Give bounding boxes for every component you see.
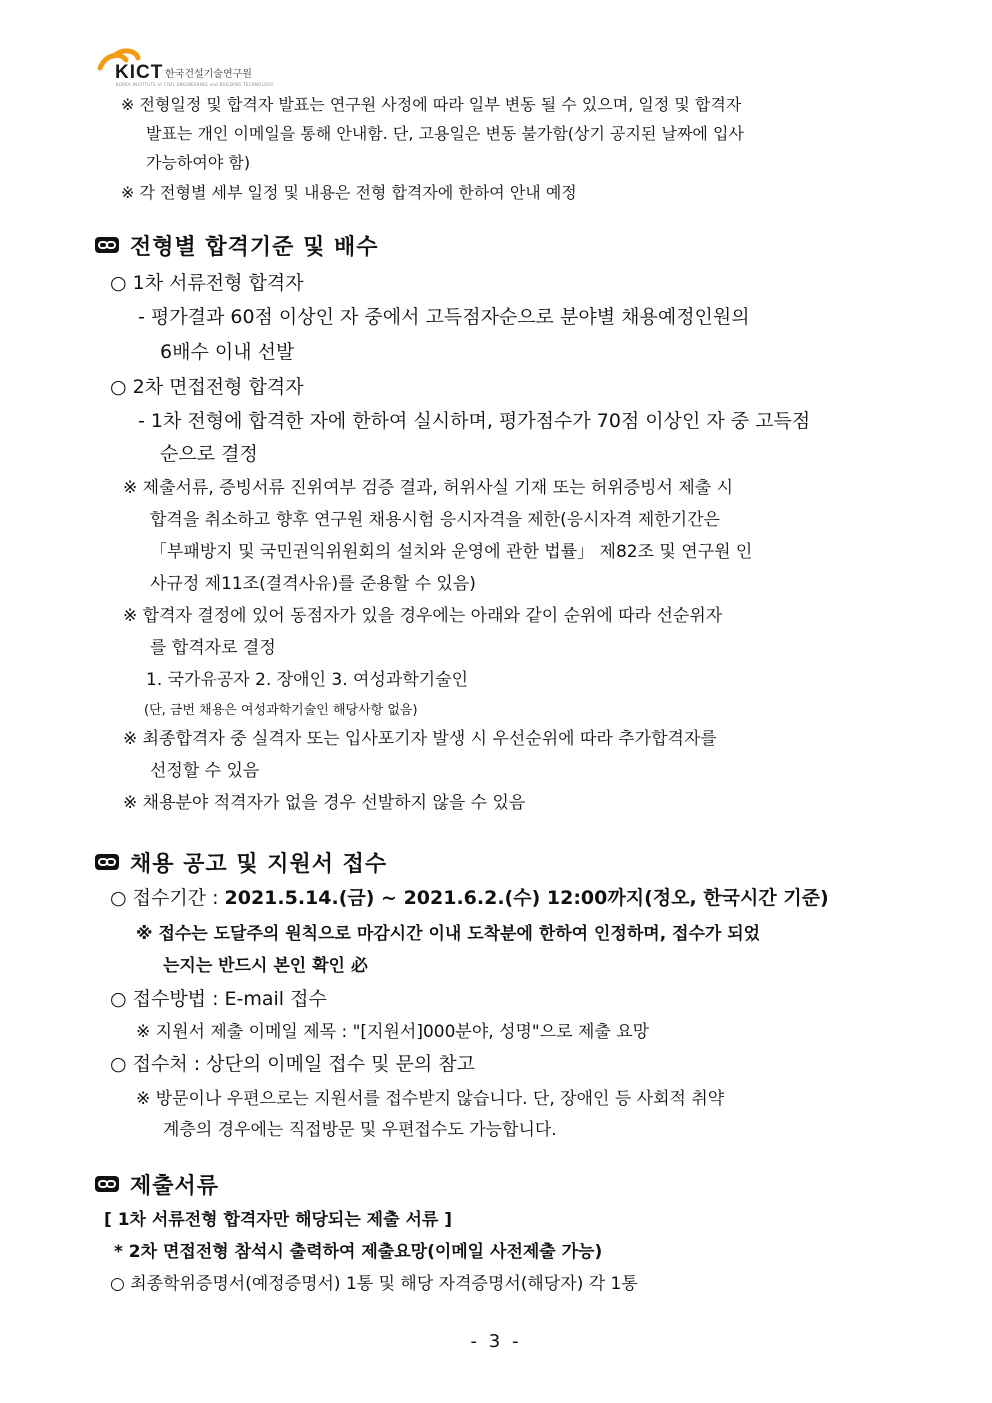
list-item: ○ 1차 서류전형 합격자 [110,272,304,294]
list-item: ○ 접수처 : 상단의 이메일 접수 및 문의 참고 [110,1053,475,1075]
note-line: ※ 제출서류, 증빙서류 진위여부 검증 결과, 허위사실 기재 또는 허위증빙서 제출 시 [123,478,733,498]
note-line: 발표는 개인 이메일을 통해 안내함. 단, 고용일은 변동 불가함(상기 공지된 날짜에 입사 [146,124,744,143]
period-line [110,883,829,910]
list-item: ○ 접수방법 : E-mail 접수 [110,988,327,1010]
note-line: 계층의 경우에는 직접방문 및 우편접수도 가능합니다. [163,1120,557,1140]
list-item-detail: 순으로 결정 [160,443,258,465]
org-name-en: KOREA INSTITUTE of CIVIL ENGINEERING and BUILDING TECHNOLOGY [116,82,274,87]
section-title: 전형별 합격기준 및 배수 [130,235,379,260]
link-icon [94,853,120,871]
list-item-detail: - 평가결과 60점 이상인 자 중에서 고득점자순으로 분야별 채용예정인원의 [138,306,750,328]
period-note: 는지는 반드시 본인 확인 必 [163,956,368,976]
org-name: 한국건설기술연구원 [165,69,252,80]
note-line: ※ 채용분야 적격자가 없을 경우 선발하지 않을 수 있음 [123,793,526,813]
list-item-detail: 6배수 이내 선발 [160,341,295,363]
section-title: 제출서류 [130,1174,220,1199]
note-line: 사규정 제11조(결격사유)를 준용할 수 있음) [150,574,476,594]
note-line: ※ 각 전형별 세부 일정 및 내용은 전형 합격자에 한하여 안내 예정 [121,183,577,202]
note-line: ※ 합격자 결정에 있어 동점자가 있을 경우에는 아래와 같이 순위에 따라 선순위자 [123,606,723,626]
priority-note: (단, 금번 채용은 여성과학기술인 해당사항 없음) [144,703,418,718]
priority-list: 1. 국가유공자 2. 장애인 3. 여성과학기술인 [146,670,469,690]
period-value: 2021.5.14.(금) ~ 2021.6.2.(수) 12:00까지(정오, 한국시간 기준) [224,887,829,909]
star-note: * 2차 면접전형 참석시 출력하여 제출요망(이메일 사전제출 가능) [114,1242,603,1262]
note-line: 「부패방지 및 국민권익위원회의 설치와 운영에 관한 법률」 제82조 및 연구원 인 [150,542,753,562]
note-line: 가능하여야 함) [146,153,251,172]
list-item: ○ 최종학위증명서(예정증명서) 1통 및 해당 자격증명서(해당자) 각 1통 [110,1274,638,1294]
page-number: - 3 - [470,1331,522,1352]
note-line: 를 합격자로 결정 [150,638,276,658]
note-line: ※ 전형일정 및 합격자 발표는 연구원 사정에 따라 일부 변동 될 수 있으며, 일정 및 합격자 [121,95,742,114]
period-note: ※ 접수는 도달주의 원칙으로 마감시간 이내 도착분에 한하여 인정하며, 접수가 되었 [136,924,761,944]
list-item: ○ 2차 면접전형 합격자 [110,376,304,398]
logo-text: KICT [115,62,164,83]
bracket-heading: [ 1차 서류전형 합격자만 해당되는 제출 서류 ] [104,1210,452,1230]
note-line: 선정할 수 있음 [150,761,260,781]
period-label: ○ 접수기간 : [110,887,225,909]
note-line: 합격을 취소하고 향후 연구원 채용시험 응시자격을 제한(응시자격 제한기간은 [150,510,720,530]
note-line: ※ 최종합격자 중 실격자 또는 입사포기자 발생 시 우선순위에 따라 추가합격자를 [123,729,717,749]
link-icon [94,236,120,254]
note-line: ※ 방문이나 우편으로는 지원서를 접수받지 않습니다. 단, 장애인 등 사회적 취약 [136,1089,725,1109]
list-item-detail: - 1차 전형에 합격한 자에 한하여 실시하며, 평가점수가 70점 이상인 자 중 고득점 [138,410,811,432]
link-icon [94,1175,120,1193]
note-line: ※ 지원서 제출 이메일 제목 : "[지원서]000분야, 성명"으로 제출 요망 [136,1022,650,1042]
section-title: 채용 공고 및 지원서 접수 [130,852,388,877]
